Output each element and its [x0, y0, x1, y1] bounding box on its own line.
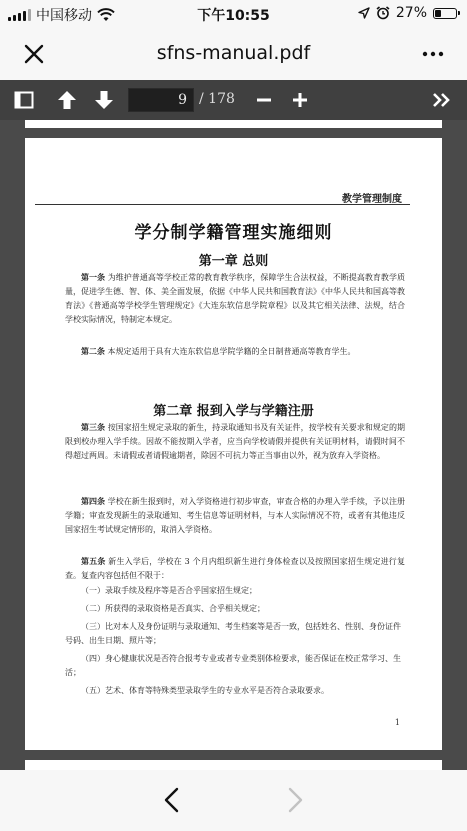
running-header: 教学管理制度 [342, 194, 402, 205]
pdf-viewer[interactable] [0, 120, 467, 770]
nav-bar [0, 28, 467, 80]
article-paragraph [65, 494, 405, 537]
battery-icon [433, 8, 457, 19]
article-text: 新生入学后，学校在 3 个月内组织新生进行身体检查以及按照国家招生规定进行复查。复查内容包括但不限于： [65, 557, 405, 580]
previous-page-icon[interactable] [55, 88, 79, 112]
status-time: 下午10:55 [197, 8, 270, 24]
more-options-icon[interactable] [419, 40, 447, 68]
list-item: （四）身心健康状况是否符合报考专业或者专业类别体检要求，能否保证在校正常学习、生活； [65, 654, 401, 677]
article-text: 学校在新生报到时，对入学资格进行初步审查，审查合格的办理入学手续，予以注册学籍；审查发现新生的录取通知、考生信息等证明材料，与本人实际情况不符，或者有其他违反国家招生考试规定情形的，取消入学资格。 [65, 497, 406, 534]
back-chevron-icon[interactable] [160, 786, 184, 814]
carrier-label: 中国移动 [36, 8, 92, 24]
next-page-icon[interactable] [92, 88, 116, 112]
tools-expand-icon[interactable] [430, 88, 454, 112]
status-bar [0, 0, 467, 28]
article-label: 第二条 [81, 346, 105, 356]
zoom-in-icon[interactable] [288, 88, 312, 112]
zoom-out-icon[interactable] [252, 88, 276, 112]
alarm-clock-icon [376, 6, 390, 20]
document-heading: 学分制学籍管理实施细则 [134, 223, 333, 243]
next-page-edge [25, 760, 442, 770]
document-title: sfns-manual.pdf [156, 42, 311, 64]
battery-percent: 27% [395, 5, 427, 21]
list-item: （二）所获得的录取资格是否真实、合乎相关规定； [81, 604, 265, 613]
article-paragraph [65, 554, 405, 583]
sidebar-toggle-icon[interactable] [12, 88, 36, 112]
page-total-label: / 178 [199, 91, 235, 107]
page-number: 1 [394, 718, 400, 727]
list-item: （五）艺术、体育等特殊类型录取学生的专业水平是否符合录取要求。 [81, 686, 329, 695]
article-paragraph [65, 270, 405, 327]
article-text: 本规定适用于具有大连东软信息学院学籍的全日制普通高等教育学生。 [107, 347, 356, 356]
chapter-heading: 第二章 报到入学与学籍注册 [153, 404, 314, 419]
pdf-page [25, 138, 442, 750]
list-item: （一）录取手续及程序等是否合乎国家招生规定； [81, 586, 257, 595]
article-text: 按国家招生规定录取的新生，持录取通知书及有关证件，按学校有关要求和规定的期限到校办理入学手续。因故不能按期入学者，应当向学校请假并提供有关证明材料，请假时间不得超过两周。未请假或者请假逾期者，除因不可抗力等正当事由以外，视为放弃入学资格。 [65, 423, 406, 460]
article-text: 为维护普通高等学校正常的教育教学秩序，保障学生合法权益，不断提高教育教学质量，促进学生德、智、体、美全面发展，依据《中华人民共和国教育法》《中华人民共和国高等教育法》《普通高等学校学生管理规定》《大连东软信息学院章程》以及其它相关法律、法规，结合学校实际情况，特制定本规定。 [65, 273, 406, 324]
pdf-toolbar [0, 80, 467, 120]
list-item: （三）比对本人及身份证明与录取通知、考生档案等是否一致，包括姓名、性别、身份证件号码、出生日期、照片等； [65, 622, 401, 645]
page-number-input[interactable]: 9 [128, 88, 194, 112]
article-label: 第五条 [81, 556, 106, 566]
previous-page-edge [25, 120, 442, 128]
bottom-navigation-bar [0, 770, 467, 831]
status-right [358, 5, 457, 21]
header-rule [35, 204, 410, 205]
article-paragraph [65, 420, 405, 463]
chapter-heading: 第一章 总则 [198, 254, 269, 269]
article-label: 第四条 [81, 496, 106, 506]
forward-chevron-icon [283, 786, 307, 814]
location-arrow-icon [358, 7, 370, 19]
article-paragraph [65, 344, 405, 359]
article-label: 第三条 [81, 422, 106, 432]
article-label: 第一条 [81, 272, 106, 282]
